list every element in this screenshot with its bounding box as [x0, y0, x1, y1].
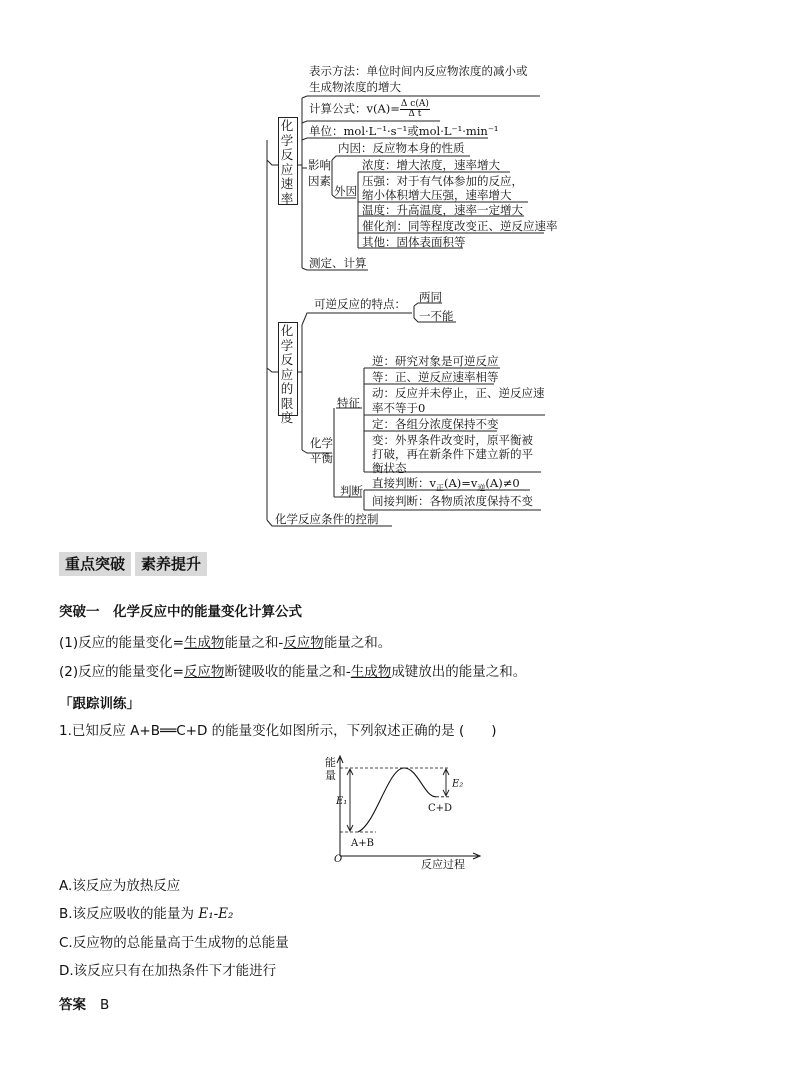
section-header	[59, 552, 207, 576]
external-catalyst: 催化剂：同等程度改变正、逆反应速率	[362, 219, 558, 233]
external-temperature: 温度：升高温度，速率一定增大	[362, 203, 523, 217]
feature-dynamic-2: 率不等于0	[372, 401, 426, 415]
measure: 测定、计算	[309, 256, 367, 270]
section-tag-2: 素养提升	[135, 552, 207, 576]
option-b[interactable]: B.该反应吸收的能量为 E₁-E₂	[59, 906, 234, 922]
origin-label: O	[334, 854, 343, 865]
judge-label: 判断	[340, 484, 363, 498]
reactant-label: A+B	[351, 838, 374, 849]
breakthrough-title: 突破一 化学反应中的能量变化计算公式	[59, 604, 302, 620]
section-tag-1: 重点突破	[59, 552, 131, 576]
limit-title: 化学反应的限度	[280, 323, 294, 425]
direct-judge: 直接判断：$v_正(A)=v_逆(A)\ne 0$	[372, 476, 520, 493]
energy-curve	[358, 768, 436, 832]
features-label: 特征	[337, 396, 360, 410]
one-not: 一不能	[419, 309, 454, 323]
y-label-1: 能	[325, 756, 336, 769]
answer: 答案 B	[59, 997, 110, 1013]
energy-diagram	[318, 750, 488, 874]
condition-control: 化学反应条件的控制	[275, 512, 379, 526]
feature-reverse: 逆：研究对象是可逆反应	[372, 354, 499, 368]
x-label: 反应过程	[421, 858, 465, 871]
method-line-1: 表示方法：单位时间内反应物浓度的减小或	[309, 64, 528, 78]
e1-label: E₁	[336, 796, 348, 807]
feature-dynamic-1: 动：反应并未停止，正、逆反应速	[372, 386, 545, 400]
external-label: 外因	[334, 184, 357, 198]
feature-equal: 等：正、逆反应速率相等	[372, 370, 499, 384]
external-other: 其他：固体表面积等	[362, 235, 466, 249]
option-c[interactable]: C.反应物的总能量高于生成物的总能量	[59, 935, 289, 951]
two-same: 两同	[419, 290, 442, 304]
option-d[interactable]: D.该反应只有在加热条件下才能进行	[59, 963, 277, 979]
equilibrium-label-2: 平衡	[310, 451, 333, 465]
unit: 单位：mol·L⁻¹·s⁻¹或mol·L⁻¹·min⁻¹	[309, 124, 499, 138]
internal-factor: 内因：反应物本身的性质	[338, 141, 465, 155]
rate-title: 化学反应速率	[280, 118, 294, 206]
equilibrium-label-1: 化学	[310, 436, 333, 450]
feature-change-1: 变：外界条件改变时，原平衡被	[372, 433, 533, 447]
formula-line-1: (1)反应的能量变化=生成物能量之和-反应物能量之和。	[59, 635, 392, 651]
option-a[interactable]: A.该反应为放热反应	[59, 878, 181, 894]
formula: 计算公式：v(A)= $\frac{\text{Δ c(A)}}{\text{Δ t}}$	[309, 99, 429, 119]
external-concentration: 浓度：增大浓度，速率增大	[362, 158, 500, 172]
external-pressure-2: 缩小体积增大压强，速率增大	[362, 188, 512, 202]
method-line-2: 生成物浓度的增大	[309, 80, 401, 94]
formula-line-2: (2)反应的能量变化=反应物断键吸收的能量之和-生成物成键放出的能量之和。	[59, 664, 527, 680]
feature-fixed: 定：各组分浓度保持不变	[372, 417, 499, 431]
y-label-2: 量	[325, 769, 336, 782]
feature-change-2: 打破，再在新条件下建立新的平	[372, 447, 533, 461]
question-stem: 1.已知反应 A+B══C+D 的能量变化如图所示，下列叙述正确的是 ( )	[59, 723, 497, 739]
factors-label-1: 影响	[308, 158, 331, 172]
factors-label-2: 因素	[308, 174, 331, 188]
indirect-judge: 间接判断：各物质浓度保持不变	[372, 494, 533, 508]
e2-label: E₂	[452, 778, 464, 790]
feature-change-3: 衡状态	[372, 461, 407, 475]
reversible-feature: 可逆反应的特点：	[314, 297, 406, 311]
external-pressure-1: 压强：对于有气体参加的反应，	[362, 174, 523, 188]
product-label: C+D	[428, 802, 453, 814]
tracking-label: 「跟踪训练」	[59, 696, 140, 712]
